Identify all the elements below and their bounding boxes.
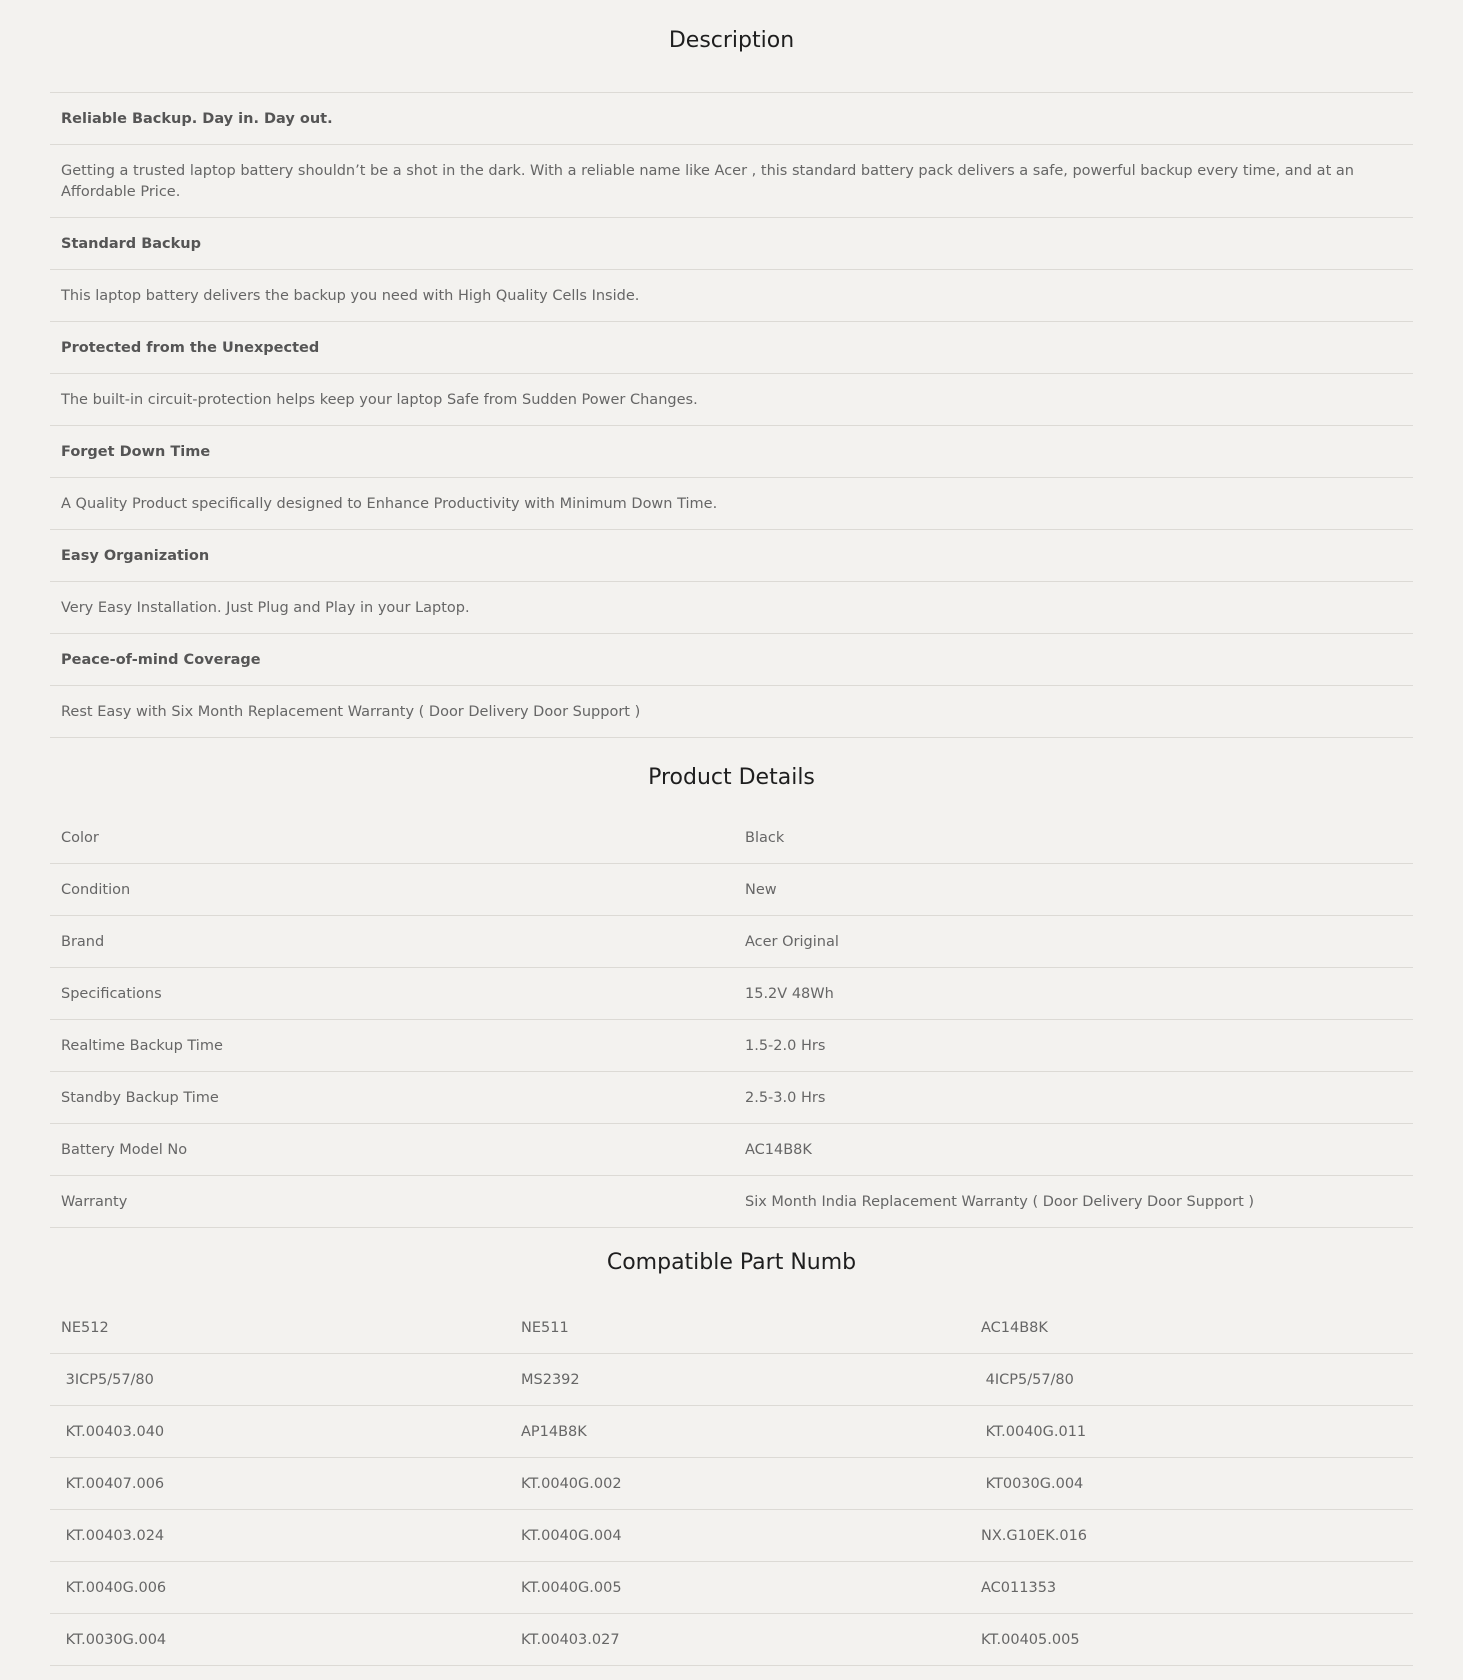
part-number: AC011353 <box>981 1579 1057 1596</box>
part-number: AC14B8K <box>981 1319 1048 1336</box>
detail-value: 1.5-2.0 Hrs <box>745 1037 826 1054</box>
detail-value: New <box>745 881 777 898</box>
part-number: KT.00403.024 <box>61 1527 165 1544</box>
table-row <box>50 1072 1413 1124</box>
description-text: The built-in circuit-protection helps keep your laptop Safe from Sudden Power Changes. <box>50 374 1413 426</box>
table-row <box>50 1176 1413 1228</box>
table-row <box>50 1614 1413 1666</box>
compatible-parts-section <box>50 1228 1413 1666</box>
part-number: NX.G10EK.016 <box>981 1527 1088 1544</box>
description-text: Getting a trusted laptop battery shouldn’t be a shot in the dark. With a reliable name like Acer , this standard battery pack delivers a safe, powerful backup every time, and at an Affordable Price. <box>50 145 1413 218</box>
detail-label: Realtime Backup Time <box>61 1037 223 1054</box>
table-row <box>50 1406 1413 1458</box>
detail-value: Acer Original <box>745 933 839 950</box>
detail-label: Condition <box>61 881 131 898</box>
detail-label: Battery Model No <box>61 1141 188 1158</box>
table-row <box>50 916 1413 968</box>
part-number: 4ICP5/57/80 <box>981 1371 1074 1388</box>
description-heading: Standard Backup <box>50 218 1413 270</box>
part-number: KT.0040G.011 <box>981 1423 1087 1440</box>
detail-label: Brand <box>61 933 105 950</box>
description-heading: Protected from the Unexpected <box>50 322 1413 374</box>
description-section <box>50 0 1413 738</box>
detail-value: 15.2V 48Wh <box>745 985 834 1002</box>
part-number: 3ICP5/57/80 <box>61 1371 154 1388</box>
description-heading: Reliable Backup. Day in. Day out. <box>50 93 1413 145</box>
part-number: KT0030G.004 <box>981 1475 1084 1492</box>
detail-label: Color <box>61 829 99 846</box>
part-number: KT.0040G.005 <box>521 1579 622 1596</box>
part-number: NE512 <box>61 1319 109 1336</box>
part-number: KT.0040G.002 <box>521 1475 622 1492</box>
table-row <box>50 1354 1413 1406</box>
part-number: KT.00403.040 <box>61 1423 165 1440</box>
detail-value: Black <box>745 829 785 846</box>
product-details-table <box>50 812 1413 1228</box>
detail-label: Specifications <box>61 985 162 1002</box>
description-heading: Peace-of-mind Coverage <box>50 634 1413 686</box>
description-text: This laptop battery delivers the backup you need with High Quality Cells Inside. <box>50 270 1413 322</box>
description-heading: Forget Down Time <box>50 426 1413 478</box>
description-text: Very Easy Installation. Just Plug and Play in your Laptop. <box>50 582 1413 634</box>
detail-value: 2.5-3.0 Hrs <box>745 1089 826 1106</box>
part-number: KT.0030G.004 <box>61 1631 167 1648</box>
part-number: AP14B8K <box>521 1423 587 1440</box>
detail-value: Six Month India Replacement Warranty ( Door Delivery Door Support ) <box>745 1193 1255 1210</box>
part-number: KT.00405.005 <box>981 1631 1080 1648</box>
product-details-title: Product Details <box>648 765 815 790</box>
product-details-section <box>50 738 1413 1228</box>
part-number: KT.00407.006 <box>61 1475 165 1492</box>
table-row <box>50 968 1413 1020</box>
compatible-parts-table <box>50 1302 1413 1666</box>
detail-value: AC14B8K <box>745 1141 812 1158</box>
table-row <box>50 1020 1413 1072</box>
part-number: NE511 <box>521 1319 569 1336</box>
table-row <box>50 1302 1413 1354</box>
table-row <box>50 1124 1413 1176</box>
table-row <box>50 1510 1413 1562</box>
description-heading: Easy Organization <box>50 530 1413 582</box>
detail-label: Warranty <box>61 1193 128 1210</box>
detail-label: Standby Backup Time <box>61 1089 219 1106</box>
part-number: KT.0040G.004 <box>521 1527 622 1544</box>
description-title: Description <box>668 28 795 53</box>
compatible-parts-title: Compatible Part Numb <box>606 1250 857 1275</box>
table-row <box>50 864 1413 916</box>
table-row <box>50 1562 1413 1614</box>
description-list <box>50 92 1413 738</box>
part-number: KT.00403.027 <box>521 1631 620 1648</box>
table-row <box>50 812 1413 864</box>
part-number: MS2392 <box>521 1371 580 1388</box>
part-number: KT.0040G.006 <box>61 1579 167 1596</box>
description-text: Rest Easy with Six Month Replacement Warranty ( Door Delivery Door Support ) <box>50 686 1413 738</box>
table-row <box>50 1458 1413 1510</box>
description-text: A Quality Product specifically designed to Enhance Productivity with Minimum Down Time. <box>50 478 1413 530</box>
